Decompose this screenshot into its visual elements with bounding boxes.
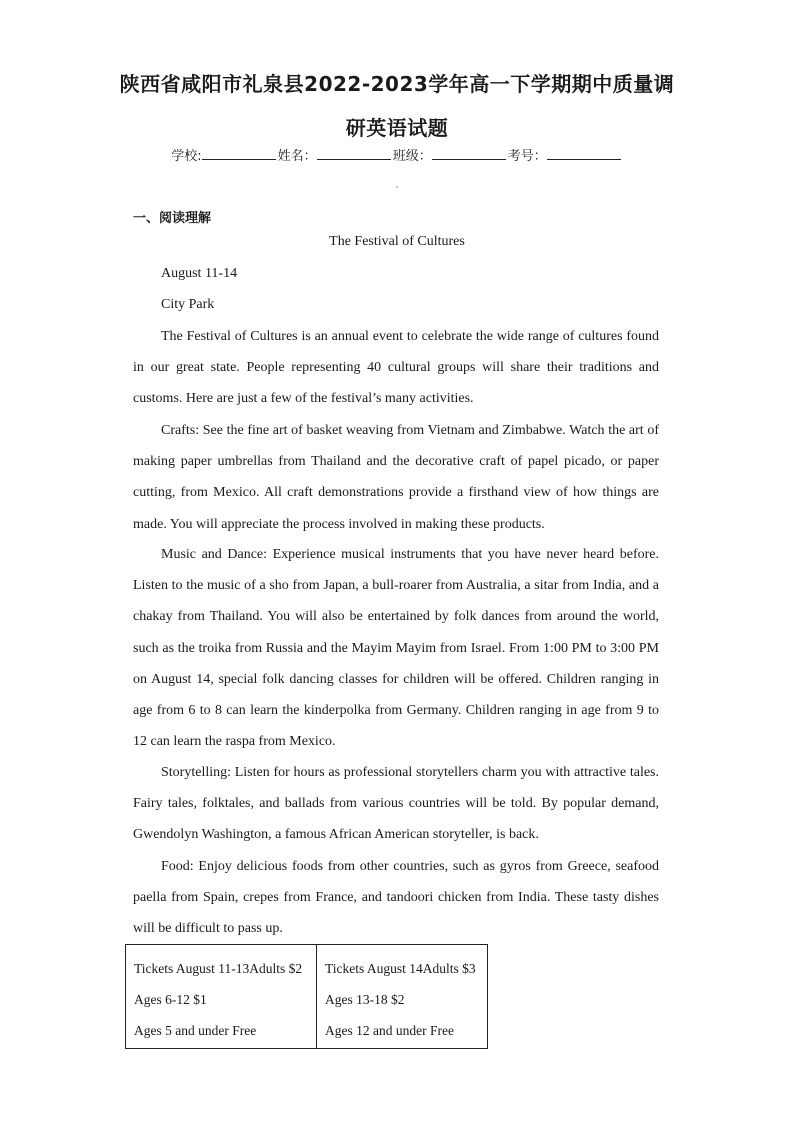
paragraph-music-dance-text: Music and Dance: Experience musical instruments that you have never heard before. Listen to the music of a sho from Japan, a bull-roarer from Australia, a sitar from India, and a chakay from Thailand. You will also be entertained by folk dances from around the world, such as the troika from Russia and the Mayim Mayim from Israel. From 1:00 PM to 3:00 PM on August 14, special folk dancing classes for children will be offered. Children ranging in age from 6 to 8 can learn the kinderpolka from Germany. Children ranging in age from 9 to 12 can learn the raspa from Mexico. — [133, 547, 659, 750]
student-info-line — [0, 145, 794, 164]
passage-title: The Festival of Cultures — [329, 234, 465, 249]
section-heading: 一、阅读理解 — [133, 211, 212, 226]
name-label: 姓名： — [277, 149, 317, 164]
paragraph-intro-text: The Festival of Cultures is an annual event to celebrate the wide range of cultures found in our great state. People representing 40 cultural groups will share their traditions and customs. Here are just a few of the festival’s many activities. — [133, 329, 659, 407]
paragraph-food-text: Food: Enjoy delicious foods from other countries, such as gyros from Greece, seafood paella from Spain, crepes from France, and tandoori chicken from India. These tasty dishes will be difficult to pass up. — [133, 859, 659, 937]
ticket-cell: Tickets August 14Adults $3 — [325, 961, 476, 976]
class-blank — [432, 146, 506, 160]
school-label: 学校: — [171, 149, 202, 164]
exam-number-blank — [547, 146, 621, 160]
paragraph-food — [133, 851, 659, 945]
ticket-column-aug-11-13 — [126, 945, 317, 1048]
paragraph-intro — [133, 321, 659, 415]
exam-title-line-2: 研英语试题 — [345, 116, 449, 140]
ticket-cell: Ages 12 and under Free — [325, 1023, 454, 1038]
ticket-cell: Ages 6-12 $1 — [134, 992, 207, 1007]
school-blank — [202, 146, 276, 160]
speck-mark — [396, 186, 398, 188]
class-label: 班级： — [392, 149, 432, 164]
paragraph-crafts-text: Crafts: See the fine art of basket weaving from Vietnam and Zimbabwe. Watch the art of making paper umbrellas from Thailand and the decorative craft of papel picado, or paper cutting, from Mexico. All craft demonstrations provide a firsthand view of how things are made. You will appreciate the process involved in making these products. — [133, 423, 659, 532]
paragraph-music-dance — [133, 539, 659, 757]
name-blank — [317, 146, 391, 160]
exam-title-line-1: 陕西省咸阳市礼泉县2022-2023学年高一下学期期中质量调 — [119, 72, 675, 96]
ticket-column-aug-14 — [317, 945, 487, 1048]
exam-number-label: 考号： — [507, 149, 547, 164]
ticket-table — [125, 944, 488, 1049]
ticket-cell: Ages 5 and under Free — [134, 1023, 257, 1038]
paragraph-storytelling — [133, 757, 659, 851]
festival-date: August 11-14 — [161, 266, 238, 281]
ticket-cell: Tickets August 11-13Adults $2 — [134, 961, 303, 976]
paragraph-crafts — [133, 415, 659, 540]
paragraph-storytelling-text: Storytelling: Listen for hours as professional storytellers charm you with attractive tales. Fairy tales, folktales, and ballads from various countries will be told. By popular demand, Gwendolyn Washington, a famous African American storyteller, is back. — [133, 765, 659, 843]
festival-location: City Park — [161, 297, 215, 312]
ticket-cell: Ages 13-18 $2 — [325, 992, 405, 1007]
